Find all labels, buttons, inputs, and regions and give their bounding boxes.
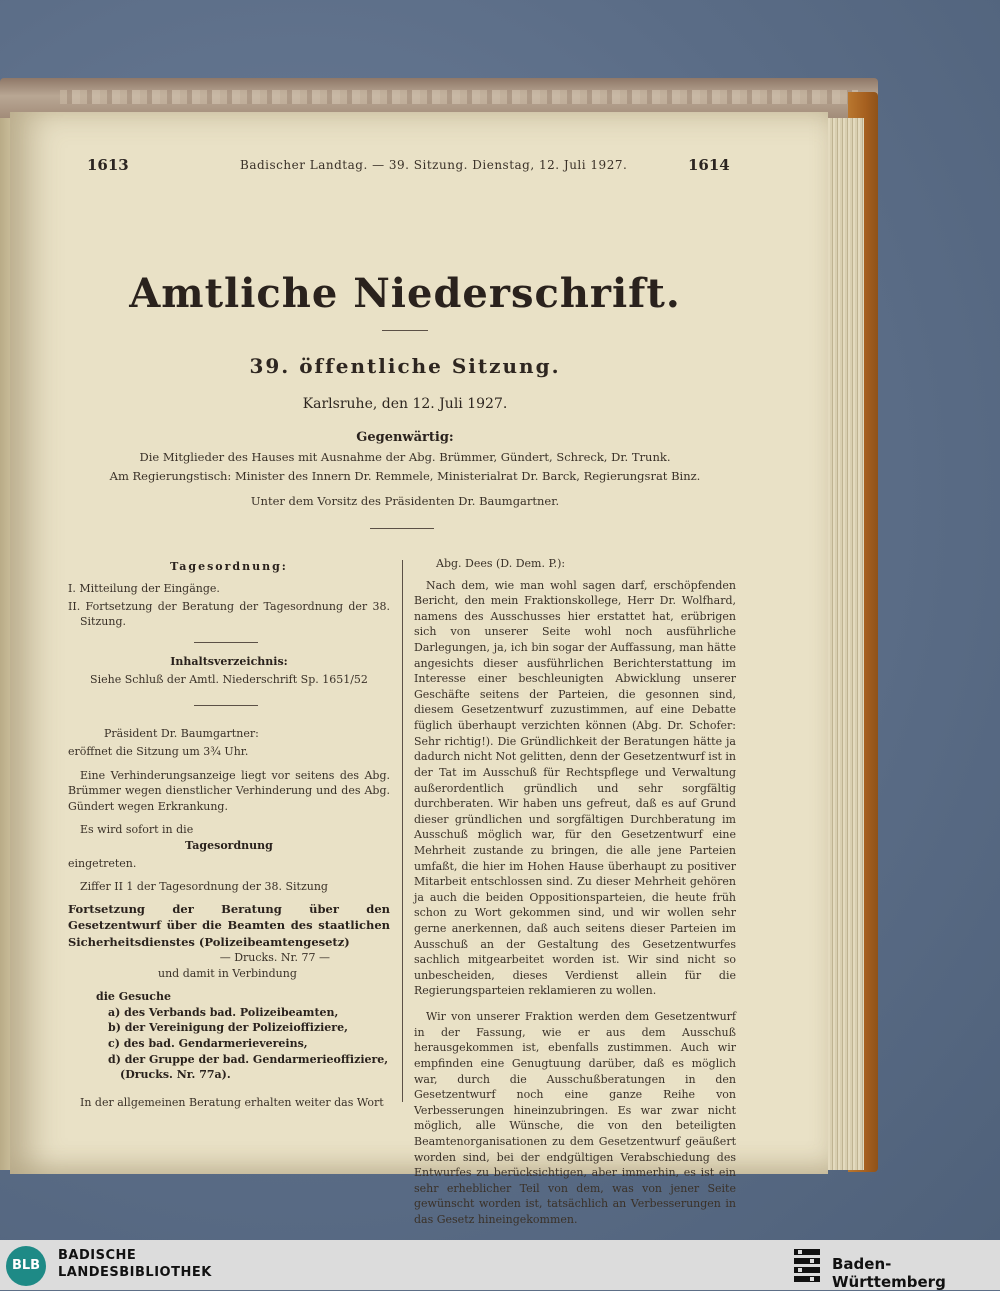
document-title: Amtliche Niederschrift. xyxy=(129,270,681,317)
library-name-line2: LANDESBIBLIOTHEK xyxy=(58,1265,212,1280)
column-divider xyxy=(402,560,403,1102)
president-label: Präsident Dr. Baumgartner: xyxy=(104,727,259,741)
right-column xyxy=(414,552,736,1228)
petition-item: d) der Gruppe der bad. Gendarmerieoffiziere, xyxy=(108,1052,389,1066)
bill-document: — Drucks. Nr. 77 — xyxy=(219,950,330,964)
index-divider xyxy=(194,705,258,706)
agenda-item: II. Fortsetzung der Beratung der Tagesordnung der 38. Sitzung. xyxy=(68,599,390,629)
session-title: 39. öffentliche Sitzung. xyxy=(249,354,561,378)
agenda-item: I. Mitteilung der Eingänge. xyxy=(68,582,220,595)
header-divider xyxy=(370,528,434,529)
agenda-heading: Tagesordnung: xyxy=(170,560,288,573)
left-column xyxy=(68,552,390,1110)
document-page xyxy=(10,112,828,1226)
chair-line: Unter dem Vorsitz des Präsidenten Dr. Baumgartner. xyxy=(250,494,560,508)
petition-item: a) des Verbands bad. Polizeibeamten, xyxy=(108,1005,339,1019)
speech-paragraph: Wir von unserer Fraktion werden dem Gesetzentwurf in der Fassung, wie er aus dem Ausschuß herausgekommen ist, ebenfalls zustimmen. Auch wir empfinden eine Genugtuung darüber, daß es möglich war, durch die Ausschußberatungen in den Gesetzentwurf noch eine ganze Reihe von Verbesserungen hineinzubringen. Es war zwar nicht möglich, alle Wünsche, die von den beteiligten Beamtenorganisationen zu dem Gesetzentwurf geäußert worden sind, bei der endgültigen Verabschiedung des Entwurfes zu berücksichtigen, aber immerhin, es ist ein sehr erheblicher Teil von dem, was von jener Seite gewünscht worden ist, tatsächlich an Verbesserungen in das Gesetz hineingekommen. xyxy=(414,1010,736,1226)
agenda-entry-2: Tagesordnung xyxy=(185,839,273,853)
place-date: Karlsruhe, den 12. Juli 1927. xyxy=(302,396,508,412)
running-title: Badischer Landtag. — 39. Sitzung. Dienstag, 12. Juli 1927. xyxy=(240,158,628,172)
connection-line: und damit in Verbindung xyxy=(158,966,297,980)
petition-document: (Drucks. Nr. 77a). xyxy=(120,1068,231,1082)
excuse-note: Eine Verhinderungsanzeige liegt vor seitens des Abg. Brümmer wegen dienstlicher Verhinderung und des Abg. Gündert wegen Erkrankung. xyxy=(68,768,390,813)
index-heading: Inhaltsverzeichnis: xyxy=(170,654,288,668)
petitions-heading: die Gesuche xyxy=(96,990,171,1004)
debate-line: In der allgemeinen Beratung erhalten weiter das Wort xyxy=(80,1095,384,1109)
present-government: Am Regierungstisch: Minister des Innern Dr. Remmele, Ministerialrat Dr. Barck, Regierungsrat Binz. xyxy=(109,469,701,483)
footer-bar xyxy=(0,1240,1000,1290)
baden-wuerttemberg-crest-icon xyxy=(790,1246,824,1284)
agenda-entry-3: eingetreten. xyxy=(68,856,137,870)
state-name: Baden-Württemberg xyxy=(832,1255,946,1291)
speaker-label: Abg. Dees (D. Dem. P.): xyxy=(436,557,566,570)
agenda-divider xyxy=(194,642,258,643)
library-name-line1: BADISCHE xyxy=(58,1248,137,1263)
petition-item: c) des bad. Gendarmerievereins, xyxy=(108,1036,308,1050)
agenda-entry-1: Es wird sofort in die xyxy=(80,823,194,837)
page-number-left: 1613 xyxy=(87,156,129,174)
blb-logo[interactable]: BLB xyxy=(6,1246,46,1286)
title-divider xyxy=(382,330,428,331)
page-number-right: 1614 xyxy=(688,156,730,174)
opening-line: eröffnet die Sitzung um 3¾ Uhr. xyxy=(68,745,249,759)
index-reference: Siehe Schluß der Amtl. Niederschrift Sp. 1651/52 xyxy=(90,672,368,686)
speech-paragraph: Nach dem, wie man wohl sagen darf, erschöpfenden Bericht, den mein Fraktionskollege, Herr Dr. Wolfhard, namens des Ausschusses hier erstattet hat, erübrigen sich von unserer Seite wohl noch ausführliche Darlegungen, ja, ich bin sogar der Auffassung, man hätte angesichts dieser ausführlichen Berichterstattung im Interesse einer beschleunigten Abwicklung unserer Geschäfte seitens der Parteien, die gesonnen sind, diesem Gesetzentwurf zuzustimmen, auf eine Debatte füglich überhaupt verzichten können (Abg. Dr. Schofer: Sehr richtig!). Die Gründlichkeit der Beratungen hätte ja dadurch nicht Not gelitten, denn der Gesetzentwurf ist in der Tat im Ausschuß für Rechtspflege und Verwaltung außerordentlich gründlich und sehr sorgfältig durchberaten. Wir haben uns gefreut, daß es auf Grund dieser gründlichen und sorgfältigen Durchberatung im Ausschuß möglich war, für den Gesetzentwurf eine Mehrheit zustande zu bringen, die alle jene Parteien umfaßt, die hier im Hohen Hause überhaupt zu positiver Mitarbeit entschlossen sind. Zu dieser Mehrheit gehören ja auch die beiden Oppositionsparteien, die heute früh schon zu Wort gekommen sind, und wir wollen sehr gerne anerkennen, daß auch seitens dieser Parteien im Ausschuß an der Gestaltung des Gesetzentwurfes sachlich mitgearbeitet worden ist. Wir sind nicht so unbescheiden, dieses Verdienst allein für die Regierungsparteien reklamieren zu wollen. xyxy=(414,578,736,998)
present-heading: Gegenwärtig: xyxy=(356,430,454,445)
bill-title: Fortsetzung der Beratung über den Gesetzentwurf über die Beamten des staatlichen Sicherheitsdienstes (Polizeibeamtengesetz) xyxy=(68,901,390,949)
present-members: Die Mitglieder des Hauses mit Ausnahme der Abg. Brümmer, Gündert, Schreck, Dr. Trunk. xyxy=(139,450,671,464)
petition-item: b) der Vereinigung der Polizeioffiziere, xyxy=(108,1021,348,1035)
item-reference: Ziffer II 1 der Tagesordnung der 38. Sitzung xyxy=(80,880,328,894)
